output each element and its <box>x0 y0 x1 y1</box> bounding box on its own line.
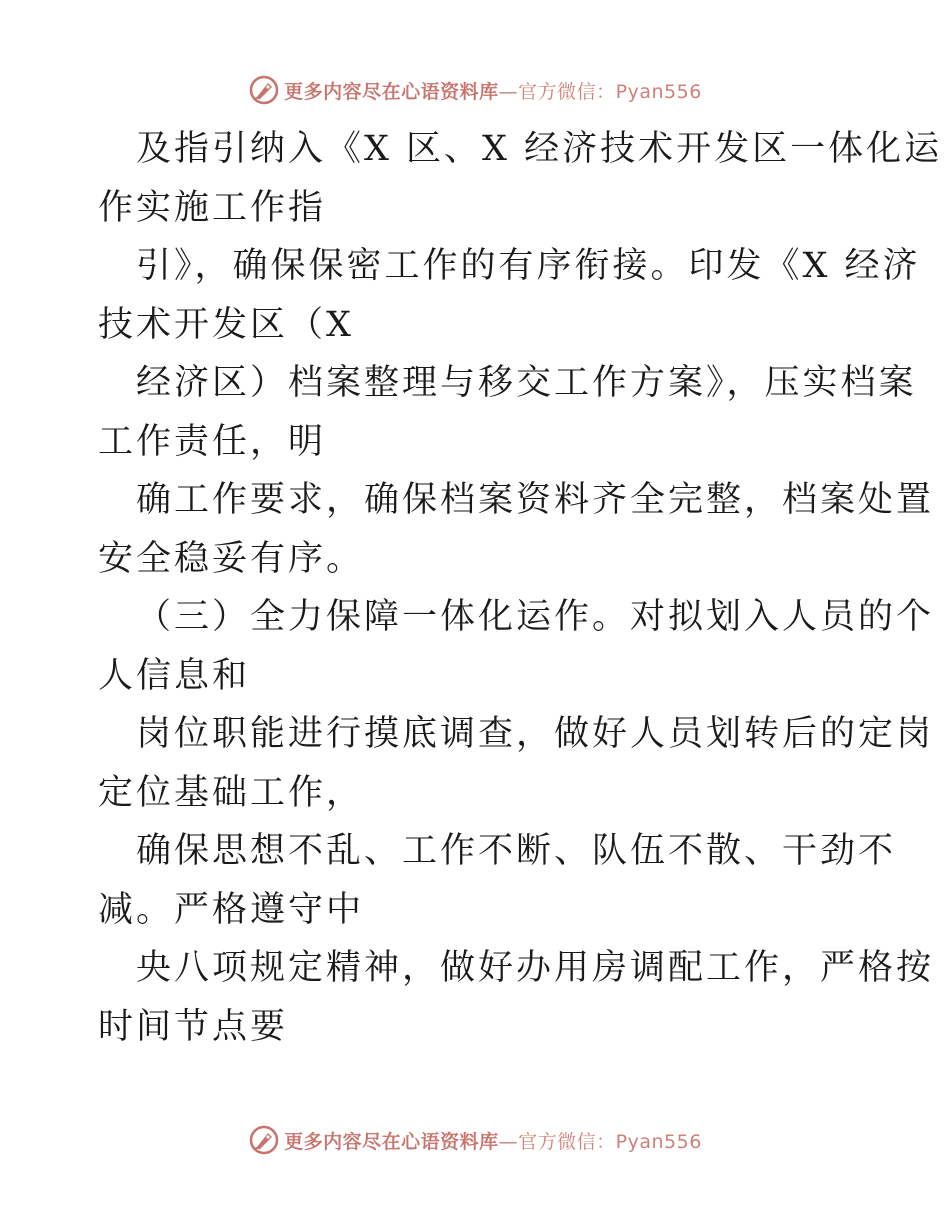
text-line: 确工作要求，确保档案资料齐全完整，档案处置 <box>136 480 935 520</box>
text-line: 技术开发区（X <box>98 304 354 345</box>
text-line: （三）全力保障一体化运作。对拟划入人员的个 <box>136 597 935 637</box>
watermark-handle: 官方微信：Pyan556 <box>518 1130 702 1153</box>
text-line: 作实施工作指 <box>98 187 327 228</box>
text-line: 及指引纳入《X 区、X 经济技术开发区一体化运 <box>136 129 943 169</box>
text-line: 安全稳妥有序。 <box>98 538 365 579</box>
watermark-text <box>284 77 702 104</box>
footer-watermark <box>0 1120 950 1160</box>
text-line: 引》，确保保密工作的有序衔接。印发《X 经济 <box>136 246 921 286</box>
pen-nib-logo-icon <box>248 74 280 106</box>
text-line: 人信息和 <box>98 655 251 696</box>
text-line: 减。严格遵守中 <box>98 889 365 930</box>
watermark-main: 更多内容尽在心语资料库 <box>284 1130 499 1153</box>
pen-nib-logo-icon <box>248 1124 280 1156</box>
watermark-separator: — <box>498 80 519 103</box>
watermark-text <box>284 1127 702 1154</box>
watermark-separator: — <box>498 1130 519 1153</box>
text-line: 定位基础工作， <box>98 772 365 813</box>
watermark-main: 更多内容尽在心语资料库 <box>284 80 499 103</box>
watermark-handle: 官方微信：Pyan556 <box>518 80 702 103</box>
text-line: 岗位职能进行摸底调查，做好人员划转后的定岗 <box>136 714 935 754</box>
text-line: 时间节点要 <box>98 1006 289 1047</box>
header-watermark <box>0 70 950 110</box>
text-line: 央八项规定精神，做好办用房调配工作，严格按 <box>136 948 935 988</box>
text-line: 经济区）档案整理与移交工作方案》，压实档案 <box>136 363 917 403</box>
text-line: 工作责任，明 <box>98 421 327 462</box>
document-body <box>98 120 943 1056</box>
text-line: 确保思想不乱、工作不断、队伍不散、干劲不 <box>136 831 897 871</box>
